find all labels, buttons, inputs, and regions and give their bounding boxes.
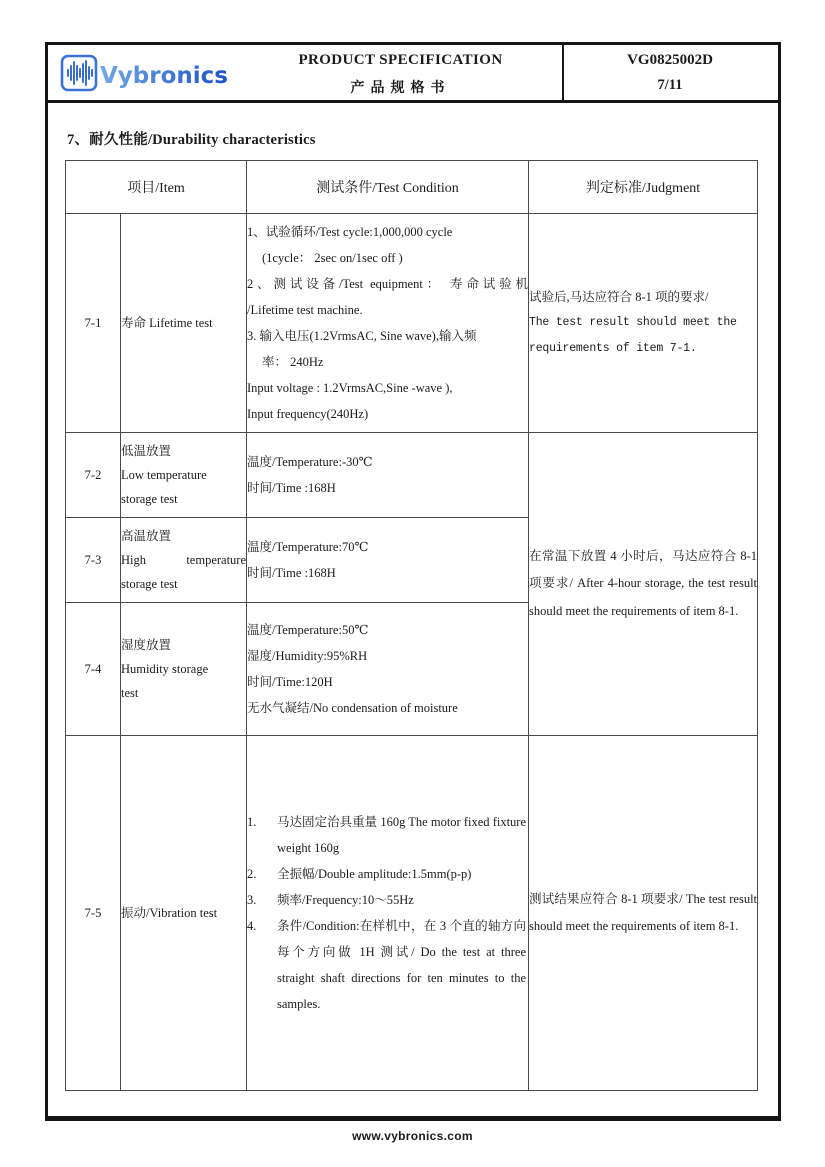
test-condition — [247, 518, 529, 603]
judgment — [529, 214, 758, 433]
condition-line: (1cycle： 2sec on/1sec off ) — [262, 251, 403, 265]
condition-line: 温度/Temperature:50℃ — [247, 623, 369, 637]
item-name: 寿命 Lifetime test — [121, 214, 247, 433]
durability-table — [65, 160, 758, 1091]
header-doc-block — [564, 52, 776, 94]
condition-item-text: 全振幅/Double amplitude:1.5mm(p-p) — [277, 867, 472, 881]
document-title-cn: 产品规格书 — [350, 81, 451, 96]
table-row-7-2 — [66, 433, 758, 518]
item-line: High temperature — [121, 553, 247, 567]
column-header-item: 项目/Item — [66, 161, 247, 214]
condition-item — [247, 887, 528, 913]
condition-line: 1、试验循环/Test cycle:1,000,000 cycle — [247, 225, 453, 239]
condition-line: 温度/Temperature:70℃ — [247, 540, 369, 554]
judgment-text: 在常温下放置 4 小时后，马达应符合 8-1 项要求/ After 4-hour storage, the test result should meet the requirements of item 8-1. — [529, 548, 758, 618]
row-number: 7-1 — [66, 214, 121, 433]
column-header-judgment: 判定标准/Judgment — [529, 161, 758, 214]
condition-item-number: 4. — [247, 919, 257, 933]
judgment-text: 测试结果应符合 8-1 项要求/ The test result should meet the requirements of item 8-1. — [529, 891, 758, 933]
condition-line: 温度/Temperature:-30℃ — [247, 455, 373, 469]
condition-item-text: 频率/Frequency:10～55Hz — [277, 893, 414, 907]
item-name — [121, 603, 247, 736]
page-number: 7/11 — [657, 77, 683, 93]
condition-line: 率： 240Hz — [262, 355, 324, 369]
vybronics-logo — [60, 53, 230, 95]
condition-item — [247, 809, 528, 861]
condition-line: 时间/Time :168H — [247, 566, 336, 580]
test-condition — [247, 433, 529, 518]
condition-item — [247, 861, 528, 887]
header-title-block — [243, 52, 558, 97]
item-line: Humidity storage — [121, 662, 209, 676]
test-condition — [247, 736, 529, 1091]
item-line: storage test — [121, 492, 178, 506]
section-title: 7、耐久性能/Durability characteristics — [67, 132, 316, 148]
item-line: Low temperature — [121, 468, 207, 482]
judgment-storage-tests — [529, 433, 758, 736]
condition-line: 湿度/Humidity:95%RH — [247, 649, 368, 663]
condition-item-number: 3. — [247, 893, 257, 907]
column-header-condition: 测试条件/Test Condition — [247, 161, 529, 214]
document-number: VG0825002D — [627, 52, 713, 68]
document-header — [48, 45, 778, 103]
table-header-row — [66, 161, 758, 214]
item-line: 低温放置 — [121, 444, 172, 458]
item-name — [121, 518, 247, 603]
condition-line: 3. 输入电压(1.2VrmsAC, Sine wave),输入频 — [247, 329, 477, 343]
item-line: 湿度放置 — [121, 638, 172, 652]
row-number: 7-4 — [66, 603, 121, 736]
condition-item-number: 1. — [247, 815, 257, 829]
condition-line: 时间/Time :168H — [247, 481, 336, 495]
row-number: 7-5 — [66, 736, 121, 1091]
condition-item-text: 条件/Condition:在样机中，在 3 个直的轴方向每个方向做 1H 测试/ Do the test at three straight shaft directions for ten minutes to the samples. — [277, 919, 527, 1011]
condition-line: Input voltage : 1.2VrmsAC,Sine -wave ), — [247, 381, 453, 395]
waveform-icon — [62, 56, 96, 90]
test-condition — [247, 603, 529, 736]
condition-line: 2、测试设备/Test equipment： 寿命试验机 — [247, 277, 529, 291]
test-condition — [247, 214, 529, 433]
item-name — [121, 433, 247, 518]
condition-item — [247, 913, 528, 1017]
item-line: storage test — [121, 577, 178, 591]
item-line: test — [121, 686, 139, 700]
table-row-7-1 — [66, 214, 758, 433]
logo-wordmark: Vybronics — [100, 63, 228, 89]
item-name: 振动/Vibration test — [121, 736, 247, 1091]
judgment-text-cn: 试验后,马达应符合 8-1 项的要求/ — [529, 290, 709, 304]
condition-item-text: 马达固定治具重量 160g The motor fixed fixture weight 160g — [277, 815, 527, 855]
judgment — [529, 736, 758, 1091]
document-title-en: PRODUCT SPECIFICATION — [298, 52, 503, 68]
item-line: 高温放置 — [121, 529, 172, 543]
condition-item-number: 2. — [247, 867, 257, 881]
condition-line: 无水气凝结/No condensation of moisture — [247, 701, 458, 715]
row-number: 7-2 — [66, 433, 121, 518]
condition-line: Input frequency(240Hz) — [247, 407, 369, 421]
condition-line: 时间/Time:120H — [247, 675, 333, 689]
judgment-text-en: The test result should meet the requirements of item 7-1. — [529, 316, 737, 355]
footer-url: www.vybronics.com — [352, 1129, 473, 1143]
row-number: 7-3 — [66, 518, 121, 603]
table-row-7-5 — [66, 736, 758, 1091]
condition-line: /Lifetime test machine. — [247, 303, 363, 317]
